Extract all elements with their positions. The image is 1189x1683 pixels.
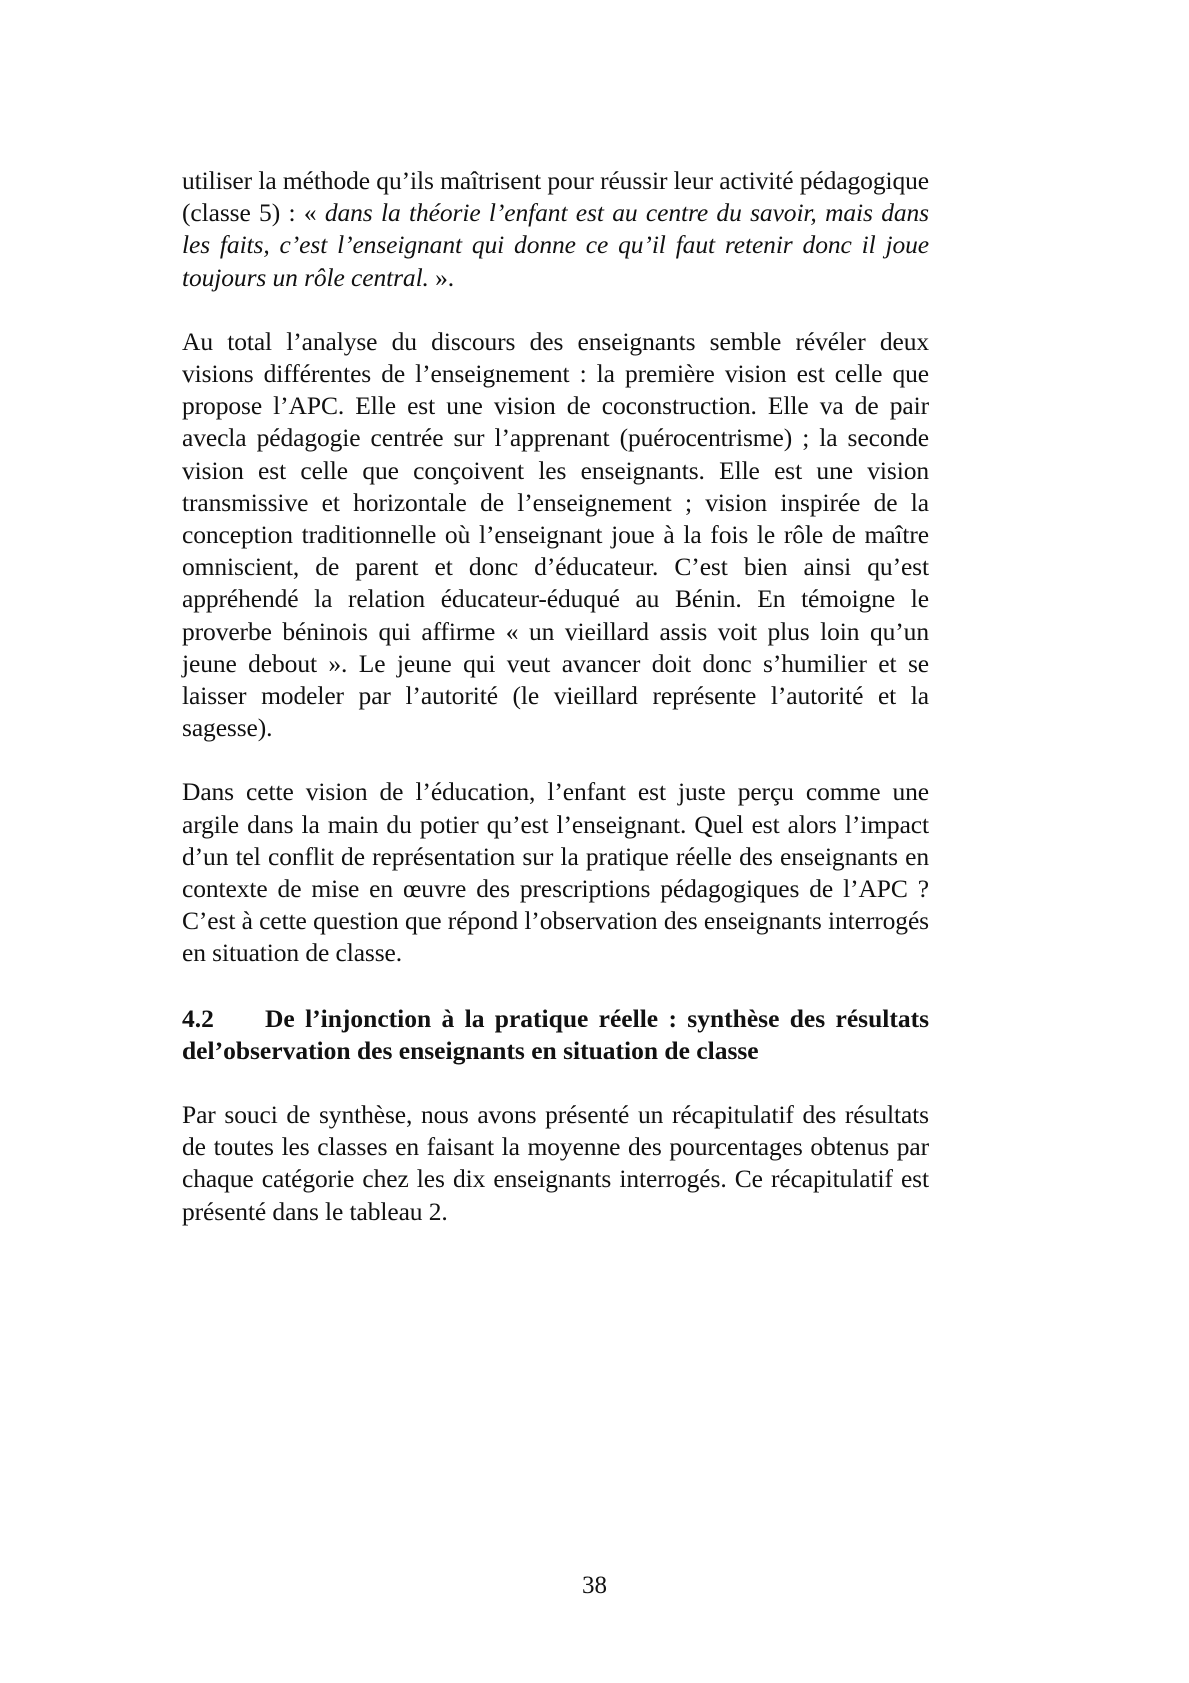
paragraph-synthesis-summary: Par souci de synthèse, nous avons présenté un récapitulatif des résultats de toutes les classes en faisant la moyenne des pourcentages obtenus par chaque catégorie chez les dix enseignants interrogés. Ce récapitulatif est présenté dans le tableau 2. bbox=[182, 1100, 929, 1226]
section-title: De l’injonction à la pratique réelle : synthèse des résultats del’observation des enseignants en situation de classe bbox=[182, 1003, 929, 1065]
paragraph-quote-classe-5 bbox=[182, 165, 929, 294]
paragraph-two-visions: Au total l’analyse du discours des enseignants semble révéler deux visions différentes de l’enseignement : la première vision est celle que propose l’APC. Elle est une vision de coconstruction. Elle va de pair avecla pédagogie centrée sur l’apprenant (puérocentrisme) ; la seconde vision est celle que conçoivent les enseignants. Elle est une vision transmissive et horizontale de l’enseignement ; vision inspirée de la conception traditionnelle où l’enseignant joue à la fois le rôle de maître omniscient, de parent et donc d’éducateur. C’est bien ainsi qu’est appréhendé la relation éducateur-éduqué au Bénin. En témoigne le proverbe béninois qui affirme « un vieillard assis voit plus loin qu’un jeune debout ». Le jeune qui veut avancer doit donc s’humilier et se laisser modeler par l’autorité (le vieillard représente l’autorité et la sagesse). bbox=[182, 326, 929, 743]
section-heading bbox=[182, 1003, 929, 1067]
document-page-body bbox=[182, 165, 929, 1228]
teacher-quote: dans la théorie l’enfant est au centre du savoir, mais dans les faits, c’est l’enseignant qui donne ce qu’il faut retenir donc il joue toujours un rôle central. bbox=[182, 198, 929, 292]
paragraph-tail-text: ». bbox=[428, 262, 455, 292]
paragraph-lead-text: utiliser la méthode qu’ils maîtrisent pour réussir leur activité pédagogique (classe 5) : « bbox=[182, 166, 929, 228]
paragraph-representation-conflict: Dans cette vision de l’éducation, l’enfant est juste perçu comme une argile dans la main du potier qu’est l’enseignant. Quel est alors l’impact d’un tel conflit de représentation sur la pratique réelle des enseignants en contexte de mise en œuvre des prescriptions pédagogiques de l’APC ? C’est à cette question que répond l’observation des enseignants interrogés en situation de classe. bbox=[182, 777, 929, 968]
section-number: 4.2 bbox=[182, 1003, 214, 1033]
page-number: 38 bbox=[582, 1572, 607, 1599]
